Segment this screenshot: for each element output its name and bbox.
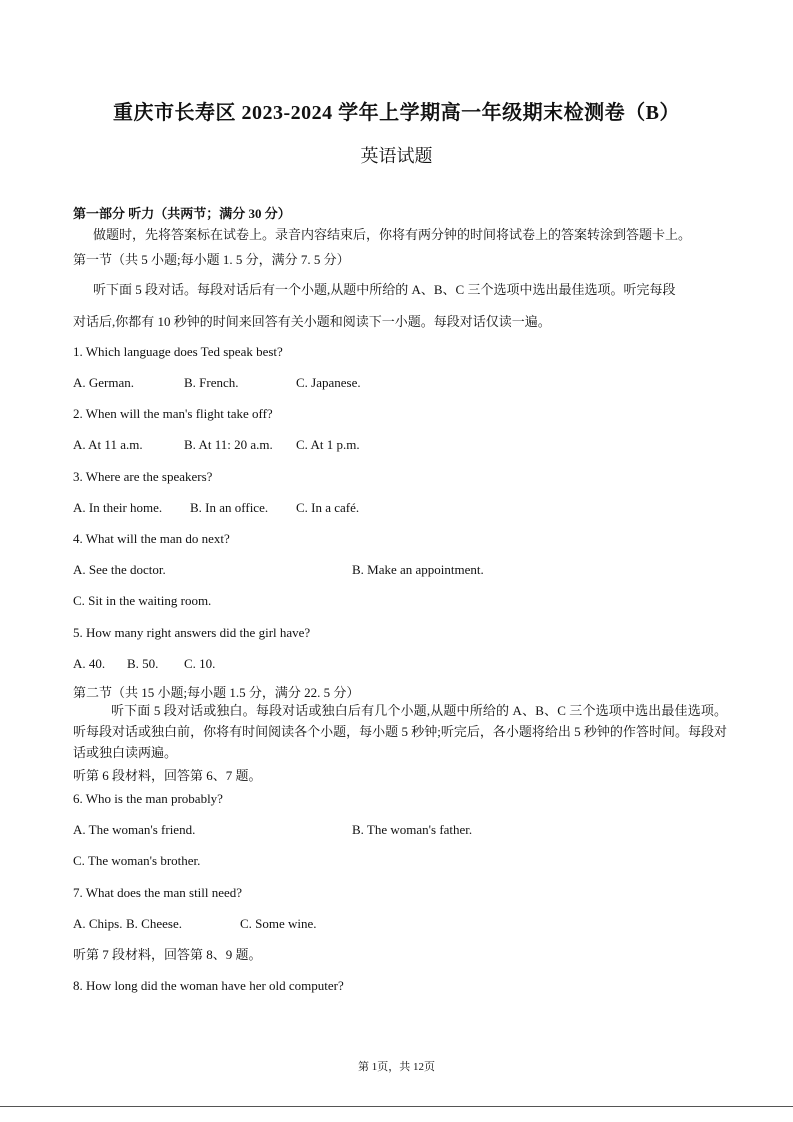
q7-option-a: A. Chips. bbox=[73, 916, 123, 931]
q3-option-a: A. In their home. bbox=[73, 500, 163, 515]
q1-option-a: A. German. bbox=[73, 375, 135, 390]
q2-option-a: A. At 11 a.m. bbox=[73, 437, 143, 452]
question-8: 8. How long did the woman have her old computer? bbox=[73, 978, 344, 993]
q5-option-b: B. 50. bbox=[127, 656, 159, 671]
q6-option-b: B. The woman's father. bbox=[352, 822, 473, 837]
question-6: 6. Who is the man probably? bbox=[73, 791, 223, 806]
q6-option-c: C. The woman's brother. bbox=[73, 853, 201, 868]
section1-instructions-line1: 听下面 5 段对话。每段对话后有一个小题,从题中所给的 A、B、C 三个选项中选出最佳选项。听完每段 bbox=[93, 282, 676, 297]
section2-instructions: 听下面 5 段对话或独白。每段对话或独白后有几个小题,从题中所给的 A、B、C 三个选项中选出最佳选项。听每段对话或独白前，你将有时间阅读各个小题，每小题 5 秒钟;听完后，各小题将给出 5 秒钟的作答时间。每段对话或独白读两遍。 bbox=[73, 703, 727, 760]
q2-option-b: B. At 11: 20 a.m. bbox=[184, 437, 273, 452]
question-2: 2. When will the man's flight take off? bbox=[73, 406, 273, 421]
q3-option-c: C. In a café. bbox=[296, 500, 360, 515]
q1-option-c: C. Japanese. bbox=[296, 375, 361, 390]
section2-heading: 第二节（共 15 小题;每小题 1.5 分，满分 22. 5 分） bbox=[73, 685, 360, 700]
section1-instructions-line2: 对话后,你都有 10 秒钟的时间来回答有关小题和阅读下一小题。每段对话仅读一遍。 bbox=[73, 314, 551, 329]
page-title: 重庆市长寿区 2023-2024 学年上学期高一年级期末检测卷（B） bbox=[113, 102, 680, 124]
section1-heading: 第一节（共 5 小题;每小题 1. 5 分，满分 7. 5 分） bbox=[73, 252, 350, 267]
q7-option-c: C. Some wine. bbox=[240, 916, 317, 931]
q5-option-c: C. 10. bbox=[184, 656, 216, 671]
material-7-note: 听第 7 段材料，回答第 8、9 题。 bbox=[73, 947, 262, 962]
question-7: 7. What does the man still need? bbox=[73, 885, 243, 900]
page-subtitle: 英语试题 bbox=[360, 146, 433, 166]
page-footer: 第 1页，共 12页 bbox=[358, 1061, 435, 1073]
question-3: 3. Where are the speakers? bbox=[73, 469, 213, 484]
q5-option-a: A. 40. bbox=[73, 656, 106, 671]
part1-heading: 第一部分 听力（共两节；满分 30 分） bbox=[73, 206, 291, 221]
q2-option-c: C. At 1 p.m. bbox=[296, 437, 360, 452]
question-5: 5. How many right answers did the girl have? bbox=[73, 625, 311, 640]
material-6-note: 听第 6 段材料，回答第 6、7 题。 bbox=[73, 768, 262, 783]
bottom-divider bbox=[0, 1106, 793, 1107]
q7-option-b: B. Cheese. bbox=[126, 916, 182, 931]
part1-intro: 做题时，先将答案标在试卷上。录音内容结束后，你将有两分钟的时间将试卷上的答案转涂到答题卡上。 bbox=[93, 227, 692, 242]
q4-option-b: B. Make an appointment. bbox=[352, 562, 484, 577]
question-1: 1. Which language does Ted speak best? bbox=[73, 344, 283, 359]
q1-option-b: B. French. bbox=[184, 375, 239, 390]
q6-option-a: A. The woman's friend. bbox=[73, 822, 196, 837]
question-4: 4. What will the man do next? bbox=[73, 531, 230, 546]
q4-option-a: A. See the doctor. bbox=[73, 562, 166, 577]
q4-option-c: C. Sit in the waiting room. bbox=[73, 593, 212, 608]
q3-option-b: B. In an office. bbox=[190, 500, 269, 515]
